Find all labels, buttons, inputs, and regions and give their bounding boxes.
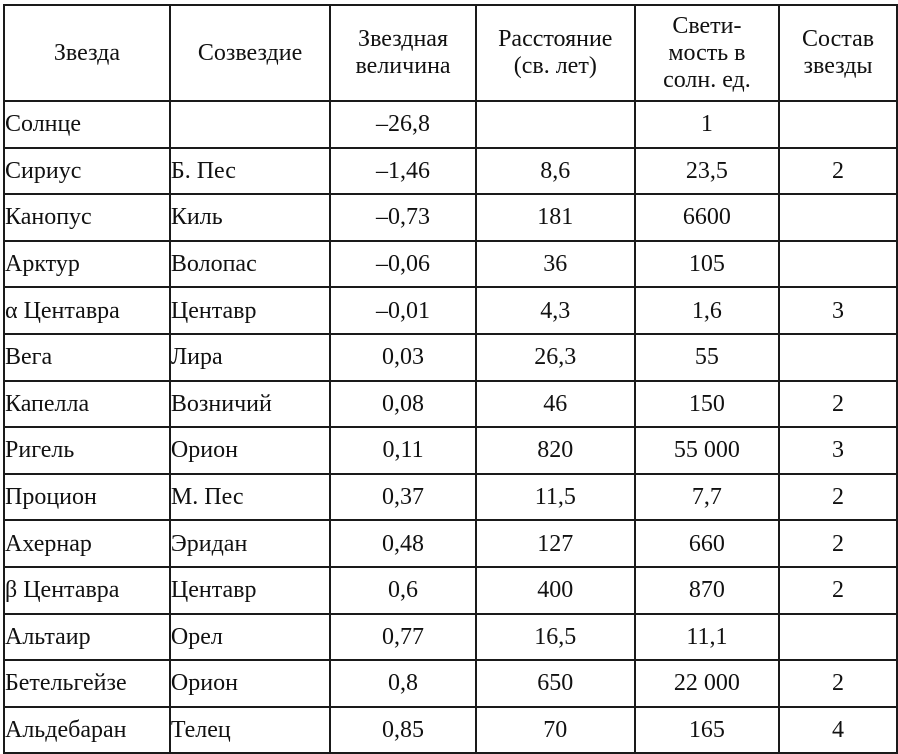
composition-cell: 2	[779, 520, 897, 567]
table-row	[4, 241, 897, 288]
luminosity-cell: 1	[635, 101, 779, 148]
constellation-cell: Волопас	[170, 241, 330, 288]
table-row	[4, 520, 897, 567]
luminosity-cell: 7,7	[635, 474, 779, 521]
luminosity-cell: 165	[635, 707, 779, 754]
distance-cell: 181	[476, 194, 635, 241]
header-row	[4, 5, 897, 101]
header-magnitude: Звездная величина	[330, 5, 476, 101]
star-name-cell: β Центавра	[4, 567, 170, 614]
distance-cell: 46	[476, 381, 635, 428]
composition-cell: 3	[779, 427, 897, 474]
constellation-cell: Орел	[170, 614, 330, 661]
table-row	[4, 101, 897, 148]
header-constellation: Созвездие	[170, 5, 330, 101]
header-star: Звезда	[4, 5, 170, 101]
star-name-cell: α Центавра	[4, 287, 170, 334]
table-body	[4, 101, 897, 753]
magnitude-cell: 0,6	[330, 567, 476, 614]
magnitude-cell: 0,48	[330, 520, 476, 567]
composition-cell: 2	[779, 381, 897, 428]
star-name-cell: Бетельгейзе	[4, 660, 170, 707]
luminosity-cell: 660	[635, 520, 779, 567]
luminosity-cell: 6600	[635, 194, 779, 241]
magnitude-cell: 0,85	[330, 707, 476, 754]
star-name-cell: Сириус	[4, 148, 170, 195]
constellation-cell: Возничий	[170, 381, 330, 428]
distance-cell: 26,3	[476, 334, 635, 381]
composition-cell	[779, 614, 897, 661]
constellation-cell	[170, 101, 330, 148]
composition-cell: 4	[779, 707, 897, 754]
distance-cell: 16,5	[476, 614, 635, 661]
magnitude-cell: –1,46	[330, 148, 476, 195]
composition-cell	[779, 334, 897, 381]
distance-cell: 650	[476, 660, 635, 707]
composition-cell	[779, 194, 897, 241]
luminosity-cell: 1,6	[635, 287, 779, 334]
luminosity-cell: 55	[635, 334, 779, 381]
magnitude-cell: 0,37	[330, 474, 476, 521]
constellation-cell: Орион	[170, 427, 330, 474]
magnitude-cell: 0,11	[330, 427, 476, 474]
star-name-cell: Вега	[4, 334, 170, 381]
composition-cell: 2	[779, 474, 897, 521]
star-name-cell: Солнце	[4, 101, 170, 148]
table-row	[4, 427, 897, 474]
table-row	[4, 381, 897, 428]
star-name-cell: Альтаир	[4, 614, 170, 661]
table-row	[4, 194, 897, 241]
magnitude-cell: 0,03	[330, 334, 476, 381]
table-row	[4, 474, 897, 521]
table-row	[4, 567, 897, 614]
header-composition: Состав звезды	[779, 5, 897, 101]
magnitude-cell: 0,8	[330, 660, 476, 707]
luminosity-cell: 22 000	[635, 660, 779, 707]
distance-cell	[476, 101, 635, 148]
distance-cell: 820	[476, 427, 635, 474]
luminosity-cell: 870	[635, 567, 779, 614]
magnitude-cell: 0,77	[330, 614, 476, 661]
composition-cell: 2	[779, 660, 897, 707]
constellation-cell: Центавр	[170, 567, 330, 614]
constellation-cell: Киль	[170, 194, 330, 241]
star-name-cell: Ахернар	[4, 520, 170, 567]
composition-cell: 2	[779, 567, 897, 614]
distance-cell: 400	[476, 567, 635, 614]
constellation-cell: Б. Пес	[170, 148, 330, 195]
constellation-cell: Эридан	[170, 520, 330, 567]
star-name-cell: Капелла	[4, 381, 170, 428]
table-row	[4, 148, 897, 195]
distance-cell: 36	[476, 241, 635, 288]
stars-table	[3, 4, 898, 754]
header-luminosity: Свети- мость в солн. ед.	[635, 5, 779, 101]
star-name-cell: Арктур	[4, 241, 170, 288]
distance-cell: 70	[476, 707, 635, 754]
magnitude-cell: –0,06	[330, 241, 476, 288]
constellation-cell: Центавр	[170, 287, 330, 334]
distance-cell: 127	[476, 520, 635, 567]
constellation-cell: Лира	[170, 334, 330, 381]
star-name-cell: Процион	[4, 474, 170, 521]
table-row	[4, 287, 897, 334]
composition-cell: 2	[779, 148, 897, 195]
magnitude-cell: –0,73	[330, 194, 476, 241]
constellation-cell: Телец	[170, 707, 330, 754]
distance-cell: 4,3	[476, 287, 635, 334]
table-row	[4, 660, 897, 707]
star-name-cell: Альдебаран	[4, 707, 170, 754]
composition-cell	[779, 101, 897, 148]
constellation-cell: Орион	[170, 660, 330, 707]
luminosity-cell: 55 000	[635, 427, 779, 474]
magnitude-cell: 0,08	[330, 381, 476, 428]
magnitude-cell: –26,8	[330, 101, 476, 148]
luminosity-cell: 11,1	[635, 614, 779, 661]
star-name-cell: Ригель	[4, 427, 170, 474]
magnitude-cell: –0,01	[330, 287, 476, 334]
luminosity-cell: 105	[635, 241, 779, 288]
table-row	[4, 614, 897, 661]
constellation-cell: М. Пес	[170, 474, 330, 521]
luminosity-cell: 150	[635, 381, 779, 428]
distance-cell: 11,5	[476, 474, 635, 521]
composition-cell: 3	[779, 287, 897, 334]
luminosity-cell: 23,5	[635, 148, 779, 195]
composition-cell	[779, 241, 897, 288]
header-distance: Расстояние (св. лет)	[476, 5, 635, 101]
table-row	[4, 334, 897, 381]
table-row	[4, 707, 897, 754]
star-name-cell: Канопус	[4, 194, 170, 241]
distance-cell: 8,6	[476, 148, 635, 195]
